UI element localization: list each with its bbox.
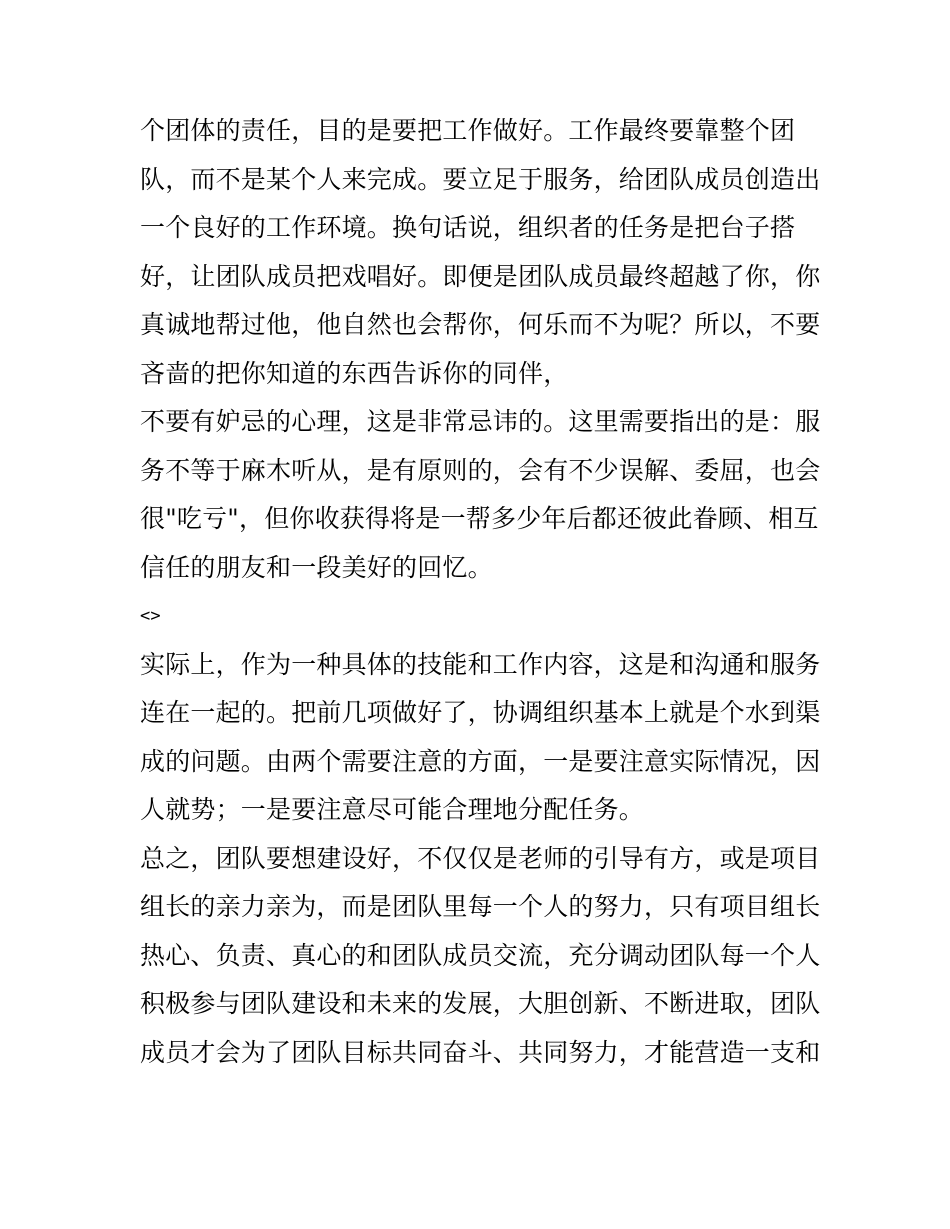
- text-line: 连在一起的。把前几项做好了，协调组织基本上就是个水到渠: [140, 698, 821, 727]
- text-line: 好，让团队成员把戏唱好。即便是团队成员最终超越了你，你: [140, 261, 821, 291]
- text-line: 组长的亲力亲为，而是团队里每一个人的努力，只有项目组长: [140, 892, 821, 921]
- text-line: 成的问题。由两个需要注意的方面，一是要注意实际情况，因: [140, 746, 821, 776]
- text-line: 成员才会为了团队目标共同奋斗、共同努力，才能营造一支和: [140, 1037, 821, 1067]
- text-line: 很"吃亏"，但你收获得将是一帮多少年后都还彼此眷顾、相互: [140, 504, 819, 533]
- text-line: 一个良好的工作环境。换句话说，组织者的任务是把台子搭: [140, 213, 796, 242]
- section-marker: <>: [140, 606, 161, 626]
- text-line: 信任的朋友和一段美好的回忆。: [140, 552, 493, 582]
- text-line: 人就势；一是要注意尽可能合理地分配任务。: [140, 795, 645, 824]
- text-line: 积极参与团队建设和未来的发展，大胆创新、不断进取，团队: [140, 989, 821, 1018]
- text-line: 队，而不是某个人来完成。要立足于服务，给团队成员创造出: [140, 164, 821, 194]
- text-line: 务不等于麻木听从，是有原则的，会有不少误解、委屈，也会: [140, 455, 821, 485]
- text-line: 不要有妒忌的心理，这是非常忌讳的。这里需要指出的是：服: [140, 407, 821, 436]
- text-line: 吝啬的把你知道的东西告诉你的同伴，: [140, 358, 569, 388]
- document-body: [140, 107, 820, 1077]
- text-line: 个团体的责任，目的是要把工作做好。工作最终要靠整个团: [140, 116, 796, 145]
- text-line: 实际上，作为一种具体的技能和工作内容，这是和沟通和服务: [140, 649, 821, 679]
- text-line: 总之，团队要想建设好，不仅仅是老师的引导有方，或是项目: [140, 843, 821, 873]
- text-line: 热心、负责、真心的和团队成员交流，充分调动团队每一个人: [140, 940, 821, 970]
- text-line: 真诚地帮过他，他自然也会帮你，何乐而不为呢？所以，不要: [140, 310, 821, 339]
